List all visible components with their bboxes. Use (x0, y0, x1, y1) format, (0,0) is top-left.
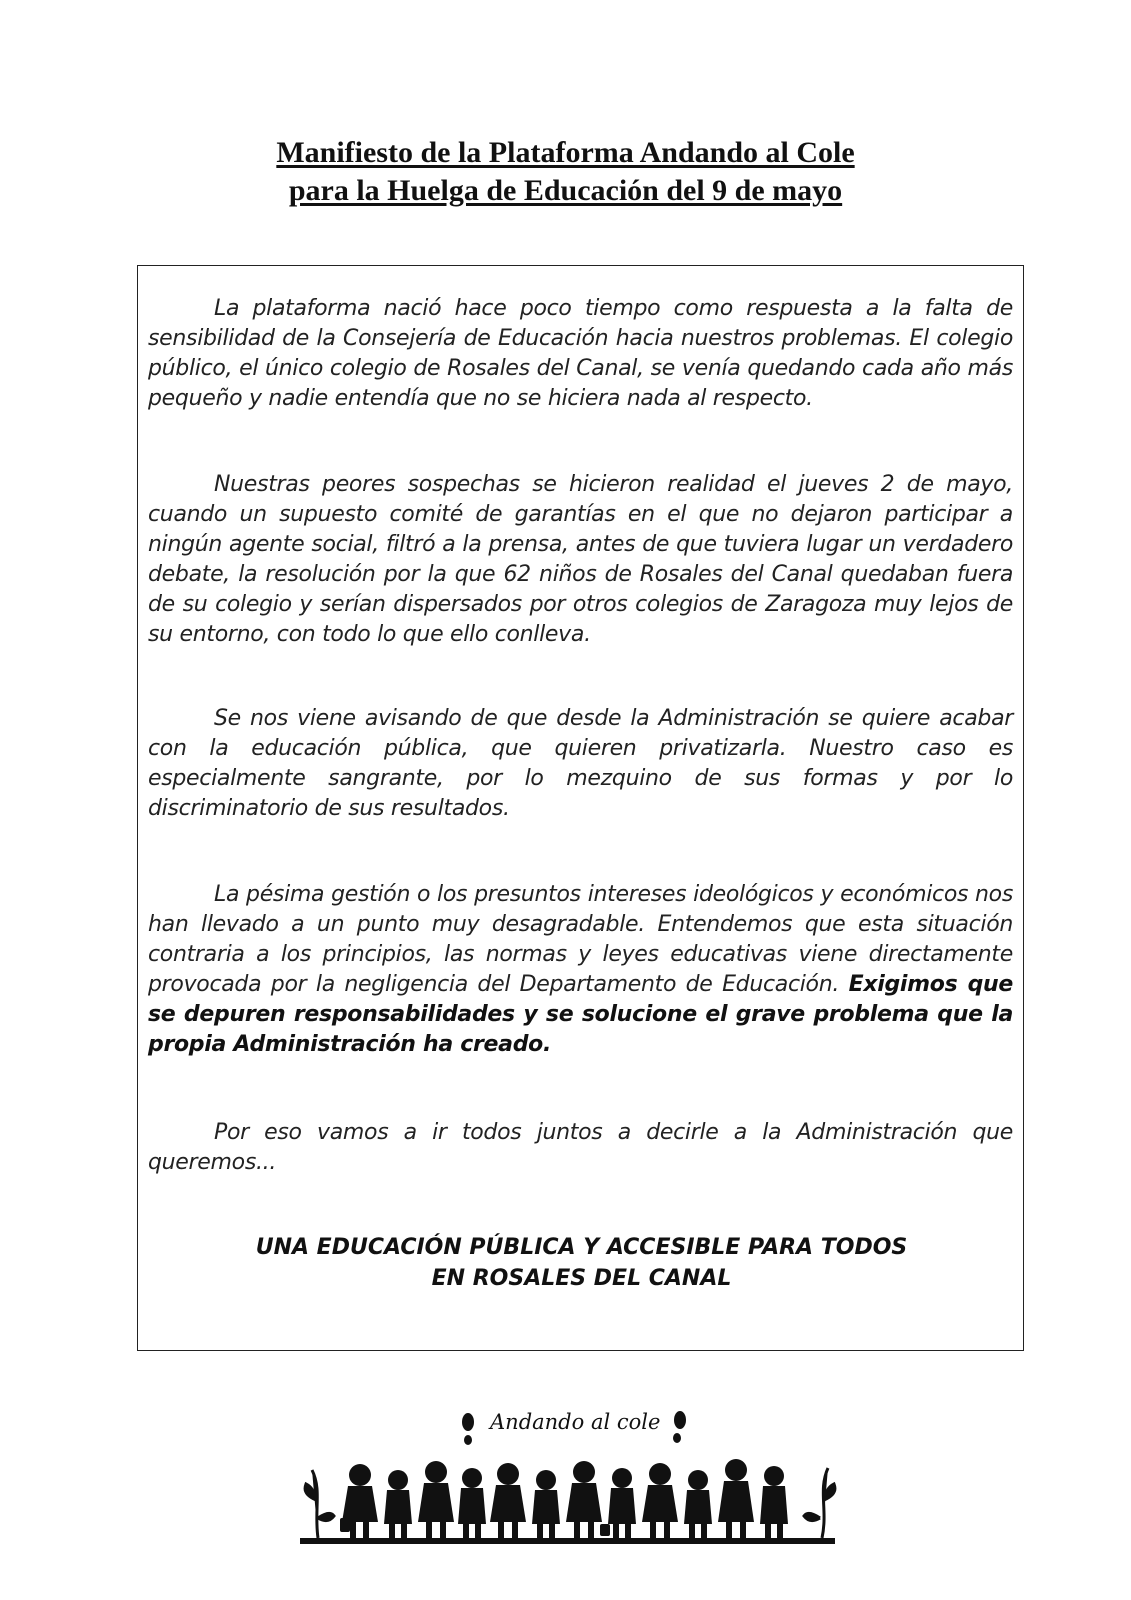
logo-text: Andando al cole (490, 1410, 661, 1434)
page-title (0, 134, 1131, 210)
manifesto-box (137, 265, 1024, 1351)
andando-al-cole-logo (300, 1400, 860, 1550)
paragraph-5: Por eso vamos a ir todos juntos a decirle a la Administración que queremos... (148, 1120, 1013, 1175)
paragraph-4-text: La pésima gestión o los presuntos intereses ideológicos y económicos nos han llevado a un punto muy desagradable. Entendemos que esta situación contraria a los principios, las normas y leyes educativas viene directamente provocada por la negligencia del Departamento de Educación. (148, 882, 1013, 997)
paragraph-4 (148, 880, 1013, 1060)
slogan (138, 1232, 1025, 1294)
title-line-1: Manifiesto de la Plataforma Andando al Cole (276, 136, 855, 169)
paragraph-3: Se nos viene avisando de que desde la Administración se quiere acabar con la educación pública, que quieren privatizarla. Nuestro caso es especialmente sangrante, por lo mezquino de sus formas y por lo discriminatorio de sus resultados. (148, 706, 1013, 821)
slogan-line-1: UNA EDUCACIÓN PÚBLICA Y ACCESIBLE PARA TODOS (255, 1235, 908, 1260)
paragraph-2: Nuestras peores sospechas se hicieron realidad el jueves 2 de mayo, cuando un supuesto comité de garantías en el que no dejaron participar a ningún agente social, filtró a la prensa, antes de que tuviera lugar un verdadero debate, la resolución por la que 62 niños de Rosales del Canal quedaban fuera de su colegio y serían dispersados por otros colegios de Zaragoza muy lejos de su entorno, con todo lo que ello conlleva. (148, 472, 1013, 647)
slogan-line-2: EN ROSALES DEL CANAL (431, 1266, 732, 1291)
title-line-2: para la Huelga de Educación del 9 de mayo (288, 174, 843, 207)
paragraph-1: La plataforma nació hace poco tiempo como respuesta a la falta de sensibilidad de la Consejería de Educación hacia nuestros problemas. El colegio público, el único colegio de Rosales del Canal, se venía quedando cada año más pequeño y nadie entendía que no se hiciera nada al respecto. (148, 296, 1013, 411)
paragraph-4-demand: Exigimos que se depuren responsabilidades y se solucione el grave problema que la propia Administración ha creado. (148, 972, 1013, 1057)
